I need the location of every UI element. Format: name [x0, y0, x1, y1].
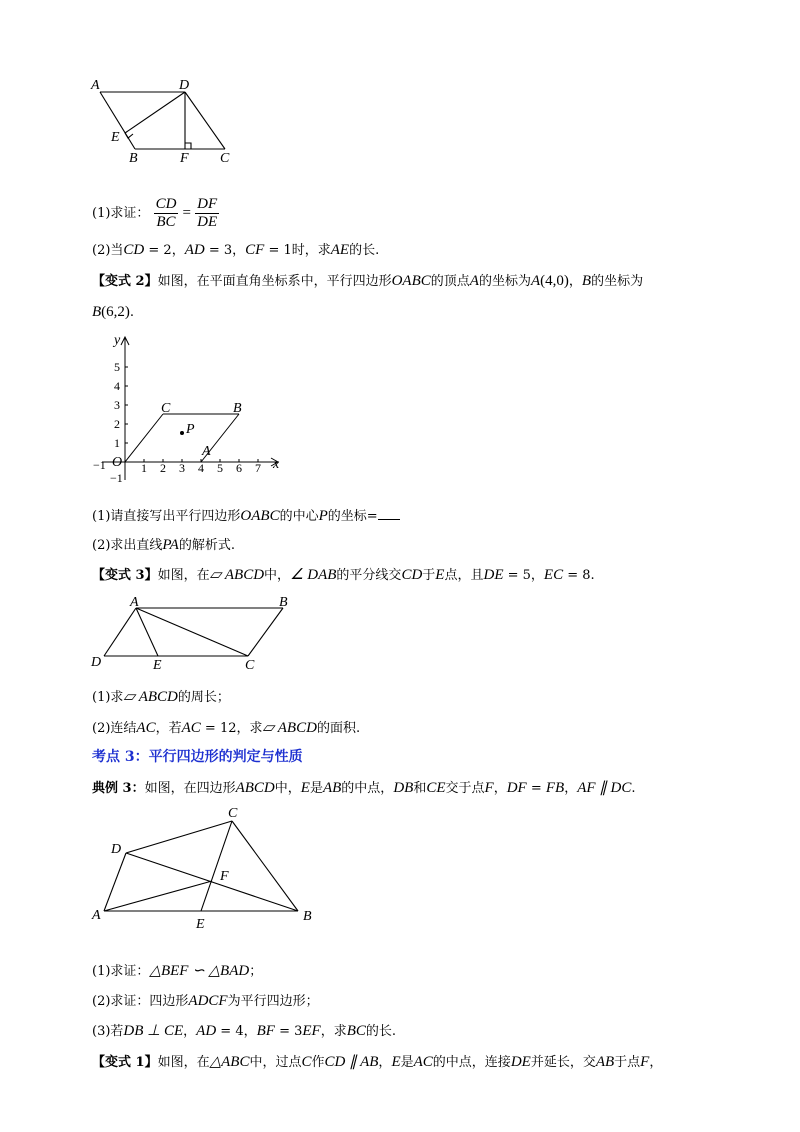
x-tick-3: 3: [179, 461, 185, 475]
label-B: B: [129, 151, 138, 166]
answer-blank: [378, 507, 400, 520]
question-4-3-length-bc: (3)若DB ⊥ CE，AD = 4，BF = 3EF，求BC的长.: [92, 1023, 397, 1039]
label-A: A: [92, 908, 101, 923]
figure-quadrilateral-abcd: [88, 803, 328, 938]
x-tick-5: 5: [217, 461, 223, 475]
axis-y-label: y: [114, 333, 121, 348]
x-tick-1: 1: [141, 461, 147, 475]
x-tick-2: 2: [160, 461, 166, 475]
y-tick-3: 3: [114, 398, 120, 412]
axis-x-label: x: [273, 457, 280, 472]
label-E: E: [196, 917, 205, 932]
label-F: F: [180, 151, 189, 166]
fraction-df-de: $\frac{DF}{DE}$: [197, 196, 218, 230]
section-heading: 考点 3：平行四边形的判定与性质: [92, 749, 303, 765]
y-tick-2: 2: [114, 417, 120, 431]
figure-coordinate-plane: [90, 332, 290, 487]
question-1-prove: (1)求证： $\frac{CD}{BC}$ = $\frac{DF}{DE}$: [92, 196, 218, 230]
y-tick-neg1: −1: [110, 471, 123, 485]
x-tick-neg1: −1: [93, 458, 106, 472]
label-B: B: [303, 909, 312, 924]
label-C: C: [220, 151, 230, 166]
label-D: D: [111, 842, 122, 857]
variant-3-text: 【变式 3】如图，在▱ ABCD中，∠ DAB的平分线交CD于E点，且DE = 5，EC = 8.: [92, 567, 595, 583]
question-2-compute-ae: (2)当CD = 2，AD = 3，CF = 1时，求AE的长.: [92, 242, 380, 258]
label-P: P: [186, 422, 195, 437]
x-tick-4: 4: [198, 461, 204, 475]
y-tick-1: 1: [114, 436, 120, 450]
label-E: E: [111, 130, 120, 145]
label-B: B: [279, 595, 288, 610]
question-4-2-parallelogram: (2)求证：四边形ADCF为平行四边形；: [92, 993, 319, 1009]
y-tick-5: 5: [114, 360, 120, 374]
figure-parallelogram-abcd-3: [88, 594, 303, 674]
label-B: B: [233, 401, 242, 416]
label-C: C: [161, 401, 171, 416]
origin-label: O: [112, 455, 123, 470]
question-4-1-similar: (1)求证：△BEF ∽ △BAD；: [92, 963, 263, 979]
question-2-2-line-pa: (2)求出直线PA的解析式.: [92, 537, 235, 553]
fraction-cd-bc: $\frac{CD}{BC}$: [155, 196, 177, 230]
question-2-1-center: (1)请直接写出平行四边形OABC的中心P的坐标=: [92, 507, 400, 526]
label-E: E: [153, 658, 162, 673]
variant-1-text: 【变式 1】如图，在△ABC中，过点C作CD ∥ AB，E是AC的中点，连接DE并延长，交AB于点F，: [92, 1054, 663, 1070]
label-D: D: [179, 78, 190, 93]
x-tick-7: 7: [255, 461, 261, 475]
example-3-text: 典例 3：如图，在四边形ABCD中，E是AB的中点，DB和CE交于点F，DF = FB，AF ∥ DC.: [92, 780, 636, 796]
label-C: C: [228, 806, 238, 821]
figure-parallelogram-abcd-1: [80, 72, 250, 172]
question-3-2-area: (2)连结AC，若AC = 12，求▱ ABCD的面积.: [92, 720, 361, 736]
label-A: A: [91, 78, 100, 93]
label-F: F: [220, 869, 229, 884]
variant-2-text-line2: B(6,2).: [92, 304, 135, 320]
label-D: D: [91, 655, 102, 670]
variant-2-text-line1: 【变式 2】如图，在平面直角坐标系中，平行四边形OABC的顶点A的坐标为A(4,0)，B的坐标为: [92, 273, 644, 289]
y-tick-4: 4: [114, 379, 120, 393]
label-A: A: [202, 444, 211, 459]
question-3-1-perimeter: (1)求▱ ABCD的周长；: [92, 689, 230, 705]
x-tick-6: 6: [236, 461, 242, 475]
label-C: C: [245, 658, 255, 673]
label-A: A: [130, 595, 139, 610]
